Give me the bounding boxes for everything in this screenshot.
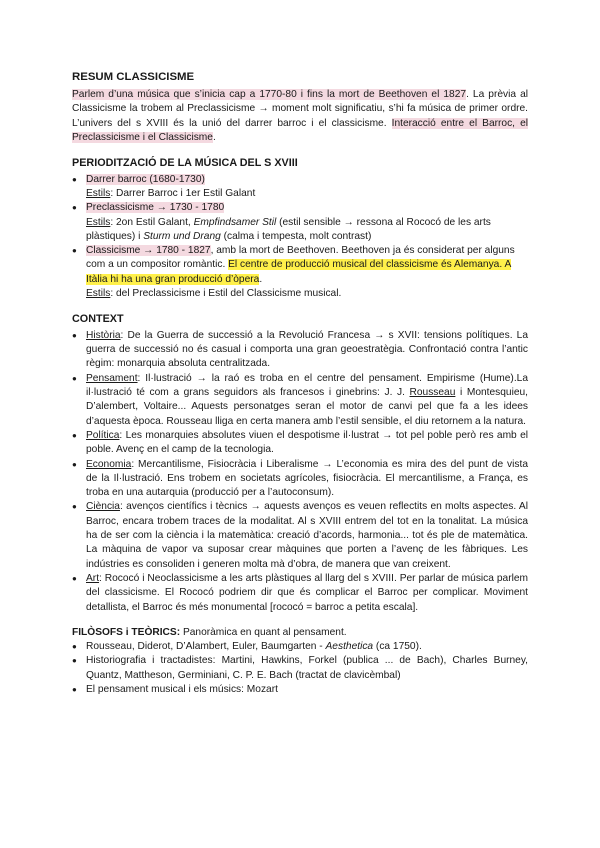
- context-item-science: [72, 500, 528, 571]
- period-text-end: .: [259, 273, 263, 285]
- philosophers-text: (ca 1750).: [373, 641, 422, 653]
- intro-highlight-1: Parlem d’una música que s’inicia cap a 1770-80 i fins la mort de Beethoven el 1827: [72, 89, 467, 100]
- period-item-preclassicism: [72, 201, 528, 244]
- philosophers-heading-line: [72, 626, 528, 640]
- period-styles: [86, 287, 528, 301]
- styles-label: Estils: [86, 187, 111, 199]
- period-styles: [86, 187, 528, 201]
- period-title: Darrer barroc (1680-1730): [86, 173, 205, 185]
- document-content: [72, 70, 528, 697]
- period-title: Classicisme → 1780 - 1827: [86, 245, 211, 257]
- philosophers-list: [72, 640, 528, 697]
- context-text: : De la Guerra de successió a la Revolució Francesa → s XVII: tensions polítiques. La guerra de successió no és casual i comporta una gran geoestratègia. Confrontació contra l’antic règim: monarquia absoluta centralitzada.: [86, 329, 528, 370]
- period-title: Preclassicisme → 1730 - 1780: [86, 202, 225, 214]
- context-text: i Montesquieu, D’alembert, Voltaire... Aquests personatges seran el motor de canvi pel que fa a les idees d’aquesta època. Rousseau lliga en certa manera amb l’estil sensible, el diu retornem a la natura.: [86, 387, 529, 427]
- styles-text: : Darrer Barroc i 1er Estil Galant: [110, 187, 256, 199]
- context-label: Art: [86, 572, 100, 584]
- period-item-late-baroque: [72, 173, 528, 202]
- intro-highlight-2: Interacció entre el Barroc, el Preclassicisme i el Classicisme: [72, 117, 528, 143]
- styles-italic-2: Sturm und Drang: [143, 230, 221, 242]
- styles-text: : 2on Estil Galant,: [110, 216, 194, 228]
- styles-text: (calma i tempesta, molt contrast): [220, 230, 372, 242]
- philosophers-heading: FILÒSOFS i TEÒRICS:: [72, 626, 181, 638]
- context-label: Pensament: [86, 372, 138, 384]
- intro-paragraph: [72, 88, 528, 145]
- context-label: Política: [86, 429, 120, 441]
- styles-text: : del Preclassicisme i Estil del Classicisme musical.: [110, 288, 342, 300]
- document-title: RESUM CLASSICISME: [72, 71, 195, 83]
- context-item-thought: [72, 372, 528, 429]
- styles-label: Estils: [86, 216, 111, 228]
- context-item-politics: [72, 429, 528, 458]
- context-underlined: Rousseau: [409, 387, 456, 399]
- context-heading: CONTEXT: [72, 313, 124, 326]
- styles-italic-1: Empfindsamer Stil: [193, 216, 277, 228]
- philosophers-text: El pensament musical i els músics: Mozart: [86, 683, 278, 695]
- intro-text-1: . La prèvia al Classicisme la trobem al Preclassicisme → moment molt significatiu, s’hi fa música de primer ordre. L’univers del s XVIII és la unió del darrer barroc i el classicisme.: [72, 89, 528, 129]
- context-text: : Rococó i Neoclassicisme a les arts plàstiques al llarg del s XVIII. Per parlar de música parlem del classicisme. El Rococó podriem dir que és complicar el Barroc per complicar. Moviment detallista, el Barroc és més monumental [rococó = barroc a petita escala].: [86, 572, 528, 613]
- periodization-list: [72, 173, 528, 302]
- philosophers-item: [72, 640, 528, 654]
- period-item-classicism: [72, 244, 528, 301]
- styles-text: (estil sensible → ressona al Rococó de les arts plàstiques) i: [86, 216, 491, 242]
- periodization-heading: PERIODITZACIÓ DE LA MÚSICA DEL S XVIII: [72, 157, 298, 170]
- philosophers-text: Historiografia i tractadistes: Martini, Hawkins, Forkel (publica ... de Bach), Charles Burney, Quantz, Mattheson, Germiniani, C. P. E. Bach (tractat de clavicèmbal): [86, 655, 528, 681]
- philosophers-italic: Aesthetica: [325, 641, 374, 653]
- period-text: , amb la mort de Beethoven. Beethoven ja és considerat per alguns com a un compositor romàntic.: [86, 245, 515, 271]
- intro-text-2: .: [212, 131, 216, 143]
- context-list: [72, 329, 528, 615]
- context-text: : avenços científics i tècnics → aquests avenços es veuen reflectits en molts aspectes. Al Barroc, encara trobem traces de la modalitat. Al s XVIII entrem del tot en la tonalitat. La música ha de ser com la ciència i la matemàtica: creació d’acords, harmonia... tot és ple de matemàtica. La màquina de vapor va suposar crear màquines que porten a l’avenç de les fàbriques. Les indústries es consoliden i generen molta mà d’obra, de manera que van creixent.: [86, 501, 528, 570]
- philosophers-subtitle: Panoràmica en quant al pensament.: [180, 626, 347, 638]
- philosophers-text: Rousseau, Diderot, D’Alambert, Euler, Baumgarten -: [86, 641, 326, 653]
- context-label: Història: [86, 329, 121, 341]
- context-text: : Mercantilisme, Fisiocràcia i Liberalisme → L’economia es mira des del punt de vista de la Il·lustració. Ens trobem en societats agrícoles, fisiocràcia. El mercantilisme, a França, es troba en una autarquia (producció per a l’autoconsum).: [86, 458, 528, 499]
- context-item-art: [72, 572, 528, 615]
- context-text: : Il·lustració → la raó es troba en el centre del pensament. Empirisme (Hume).La il·lustració té com a grans seguidors als francesos i ginebrins: J. J.: [86, 372, 528, 399]
- context-item-economy: [72, 458, 528, 501]
- period-styles: [86, 216, 528, 245]
- styles-label: Estils: [86, 288, 111, 300]
- philosophers-item: [72, 654, 528, 683]
- context-label: Economia: [86, 458, 132, 470]
- context-text: : Les monarquies absolutes viuen el despotisme il·lustrat → tot pel poble però res amb el poble. Avenç en el camp de la tecnologia.: [86, 429, 528, 456]
- context-item-history: [72, 329, 528, 372]
- context-label: Ciència: [86, 501, 120, 513]
- period-yellow-highlight: El centre de producció musical del classicisme és Alemanya. A Itàlia hi ha una gran producció d’òpera: [86, 259, 512, 285]
- philosophers-item: [72, 683, 528, 697]
